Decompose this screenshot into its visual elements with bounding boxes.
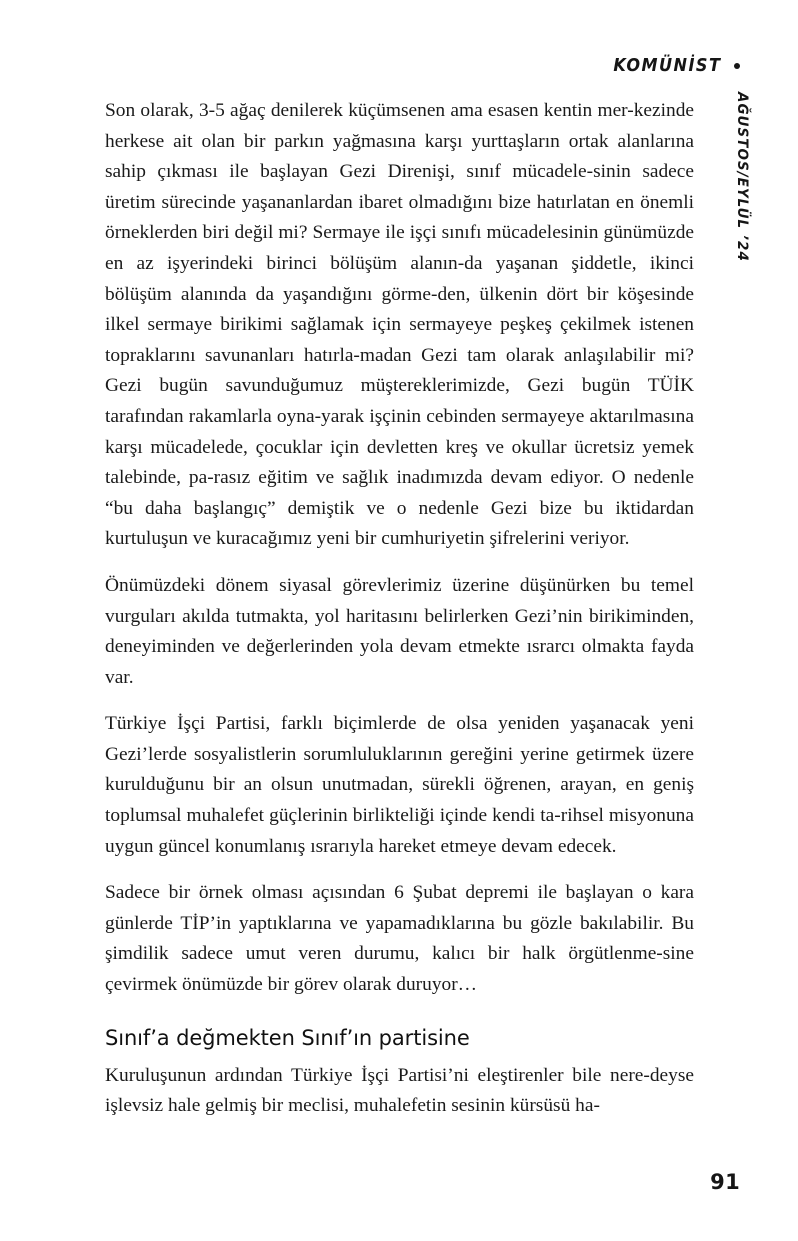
section-heading: Sınıf’a değmekten Sınıf’ın partisine — [105, 1025, 470, 1050]
text-column — [105, 96, 694, 1122]
issue-date-vertical: AĞUSTOS/EYLÜL ’24 — [734, 92, 750, 262]
running-head — [604, 56, 740, 76]
body-paragraph: Önümüzdeki dönem siyasal görevlerimiz üzerine düşünürken bu temel vurguları akılda tutmakta, yol haritasını belirlerken Gezi’nin birikiminden, deneyiminden ve değerlerinden yola devam etmekte ısrarcı olmakta fayda var. — [105, 574, 694, 688]
publication-title: KOMÜNİST — [612, 56, 721, 76]
body-paragraph: Sadece bir örnek olması açısından 6 Şubat depremi ile başlayan o kara günlerde TİP’in yaptıklarına ve yapamadıklarına bu gözle bakılabilir. Bu şimdilik sadece umut veren durumu, kalıcı bir halk örgütlenme-sine çevirmek önümüzde bir görev olarak duruyor… — [105, 882, 694, 996]
body-paragraph: Son olarak, 3-5 ağaç denilerek küçümsenen ama esasen kentin mer-kezinde herkese ait olan bir parkın yağmasına karşı yurttaşların ortak alanlarına sahip çıkması ile başlayan Gezi Direnişi, sınıf mücadele-sinin sadece üretim sürecinde yaşananlardan ibaret olmadığını bize hatırlatan en önemli örneklerden biri değil mi? Sermaye ile işçi sınıfı mücadelesinin günümüzde en az işyerindeki birinci bölüşüm alanın-da yaşanan şiddetle, ikinci bölüşüm alanında da yaşandığını görme-den, ülkenin dört bir köşesinde ilkel sermaye birikimi sağlamak için sermayeye peşkeş çekilmek istenen topraklarını savunanları hatırla-madan Gezi tam olarak anlaşılabilir mi? Gezi bugün savunduğumuz müştereklerimizde, Gezi bugün TÜİK tarafından rakamlarla oyna-yarak işçinin cebinden sermayeye aktarılmasına karşı mücadelede, çocuklar için devletten kreş ve okullar ücretsiz yemek talebinde, pa-rasız eğitim ve sağlık inadımızda devam ediyor. O nedenle “bu daha başlangıç” demiştik ve o nedenle Gezi bize bu iktidardan kurtuluşun ve kuracağımız yeni bir cumhuriyetin şifrelerini veriyor. — [105, 100, 694, 550]
body-paragraph: Türkiye İşçi Partisi, farklı biçimlerde de olsa yeniden yaşanacak yeni Gezi’lerde sosyalistlerin sorumluluklarının gereğini yerine getirmek üzere kurulduğunu bir an olsun unutmadan, sürekli öğrenen, arayan, en geniş toplumsal muhalefet güçlerinin birlikteliği içinde kendi ta-rihsel misyonuna uygun güncel konumlanış ısrarıyla hareket etmeye devam edecek. — [105, 713, 694, 857]
body-paragraph: Kuruluşunun ardından Türkiye İşçi Partisi’ni eleştirenler bile nere-deyse işlevsiz hale gelmiş bir meclisi, muhalefetin sesinin kürsüsü ha- — [105, 1064, 694, 1117]
bullet-icon — [734, 63, 740, 69]
page-number: 91 — [710, 1170, 740, 1194]
